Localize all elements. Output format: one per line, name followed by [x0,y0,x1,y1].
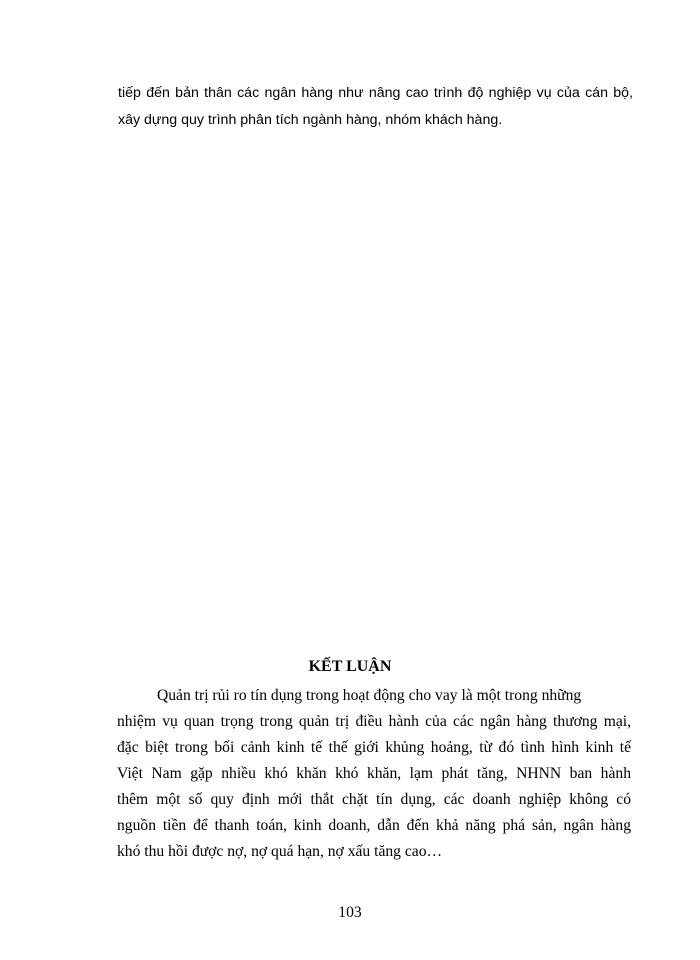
conclusion-heading: KẾT LUẬN [308,658,392,675]
conclusion-line-1: Quản trị rủi ro tín dụng trong hoạt động cho vay là một trong những [157,687,582,704]
page-number: 103 [338,904,362,921]
carryover-line-2: xây dựng quy trình phân tích ngành hàng, nhóm khách hàng. [118,112,503,128]
conclusion-line-4: Việt Nam gặp nhiều khó khăn khó khăn, lạm phát tăng, NHNN ban hành [117,765,631,782]
carryover-line-1: tiếp đến bản thân các ngân hàng như nâng cao trình độ nghiệp vụ của cán bộ, [118,85,633,101]
conclusion-line-3: đặc biệt trong bối cảnh kinh tế thế giới khủng hoảng, từ đó tình hình kinh tế [117,739,631,756]
conclusion-line-5: thêm một số quy định mới thắt chặt tín dụng, các doanh nghiệp không có [117,791,631,808]
conclusion-line-2: nhiệm vụ quan trọng trong quản trị điều hành của các ngân hàng thương mại, [117,713,631,730]
conclusion-line-6: nguồn tiền để thanh toán, kinh doanh, dẫn đến khả năng phá sản, ngân hàng [117,817,631,834]
conclusion-line-7: khó thu hồi được nợ, nợ quá hạn, nợ xấu tăng cao… [117,843,443,860]
